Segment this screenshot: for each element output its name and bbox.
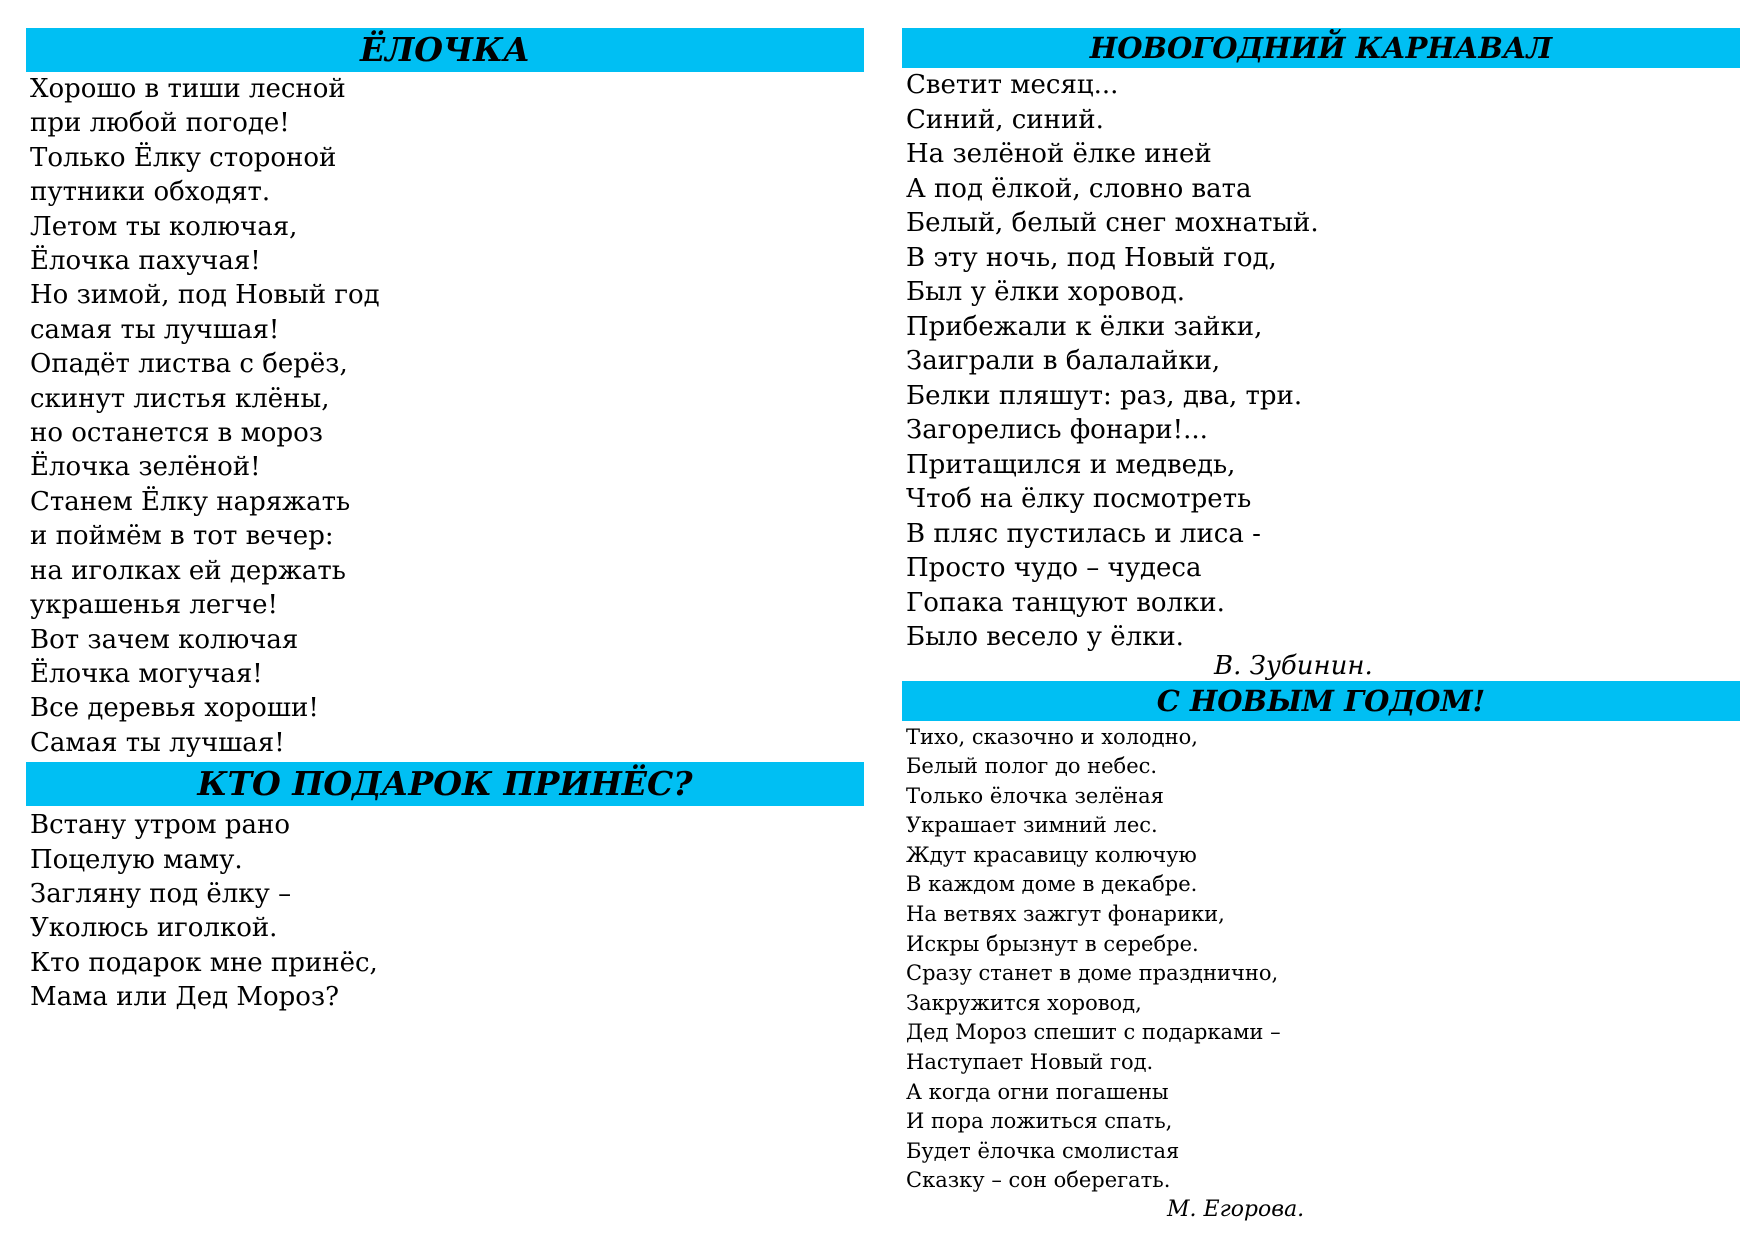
- poem-line: И пора ложиться спать,: [906, 1109, 1173, 1134]
- poem-line: Ждут красавицу колючую: [906, 842, 1197, 867]
- poem-line: но останется в мороз: [30, 418, 323, 449]
- poem-line: Гопака танцуют волки.: [906, 587, 1225, 618]
- poem-title-podarok: КТО ПОДАРОК ПРИНЁС?: [26, 762, 864, 806]
- poem-line: Вот зачем колючая: [30, 624, 299, 655]
- poem-line: на иголках ей держать: [30, 555, 346, 586]
- poem-title-novym-godom: С НОВЫМ ГОДОМ!: [902, 681, 1740, 721]
- poem-line: путники обходят.: [30, 177, 271, 208]
- poem-line: Сразу станет в доме празднично,: [906, 961, 1279, 986]
- poem-line: Наступает Новый год.: [906, 1050, 1154, 1075]
- poem-line: скинут листья клёны,: [30, 383, 330, 414]
- poem-line: Заиграли в балалайки,: [906, 346, 1221, 376]
- poem-line: Просто чудо – чудеса: [906, 553, 1202, 583]
- poem-line: На зелёной ёлке иней: [906, 139, 1212, 169]
- poem-line: Белки пляшут: раз, два, три.: [906, 380, 1303, 411]
- poem-line: Летом ты колючая,: [30, 211, 298, 242]
- poem-line: Белый полог до небес.: [906, 754, 1158, 779]
- poem-line: Только ёлочка зелёная: [906, 783, 1164, 808]
- poem-title-karnaval: НОВОГОДНИЙ КАРНАВАЛ: [902, 28, 1740, 68]
- poem-line: В каждом доме в декабре.: [906, 872, 1198, 897]
- poem-line: украшенья легче!: [30, 590, 278, 621]
- poem-line: Синий, синий.: [906, 104, 1104, 135]
- poem-line: Был у ёлки хоровод.: [906, 277, 1186, 307]
- poem-line: Тихо, сказочно и холодно,: [906, 724, 1198, 749]
- right-column: [902, 28, 1740, 1224]
- poem-line: Самая ты лучшая!: [30, 727, 285, 758]
- poem-line: Кто подарок мне принёс,: [30, 947, 378, 978]
- poem-line: А когда огни погашены: [906, 1079, 1169, 1104]
- poem-line: Дед Мороз спешит с подарками –: [906, 1020, 1281, 1045]
- poem-line: и поймём в тот вечер:: [30, 521, 334, 552]
- poem-line: Украшает зимний лес.: [906, 813, 1158, 838]
- poem-line: Искры брызнут в серебре.: [906, 931, 1199, 956]
- author-egorova: М. Егорова.: [1167, 1197, 1305, 1222]
- poem-line: Станем Ёлку наряжать: [30, 486, 351, 517]
- left-column: [26, 28, 864, 1015]
- poem-line: Ёлочка могучая!: [30, 658, 263, 689]
- poem-line: Прибежали к ёлки зайки,: [906, 311, 1263, 342]
- poem-line: Загорелись фонари!...: [906, 415, 1208, 445]
- poem-elochka: [26, 72, 864, 760]
- poem-line: В пляс пустилась и лиса -: [906, 518, 1261, 549]
- poem-line: Сказку – сон оберегать.: [906, 1168, 1171, 1193]
- poem-line: Опадёт листва с берёз,: [30, 349, 348, 380]
- poem-line: А под ёлкой, словно вата: [906, 173, 1252, 204]
- poem-line: Белый, белый снег мохнатый.: [906, 208, 1319, 238]
- poem-line: Хорошо в тиши лесной: [30, 74, 346, 104]
- poem-line: Закружится хоровод,: [906, 990, 1142, 1015]
- poem-line: самая ты лучшая!: [30, 314, 280, 345]
- poem-line: Но зимой, под Новый год: [30, 280, 380, 311]
- poem-line: Будет ёлочка смолистая: [906, 1138, 1180, 1163]
- poem-line: Загляну под ёлку –: [30, 878, 292, 909]
- poem-line: Светит месяц...: [906, 70, 1119, 100]
- poem-line: Встану утром рано: [30, 810, 291, 841]
- poem-line: Только Ёлку стороной: [30, 142, 337, 173]
- poem-line: Было весело у ёлки.: [906, 622, 1184, 652]
- poem-line: В эту ночь, под Новый год,: [906, 242, 1277, 273]
- poem-line: Все деревья хороши!: [30, 693, 319, 724]
- poem-line: при любой погоде!: [30, 108, 290, 139]
- poem-karnaval: [902, 68, 1740, 655]
- poem-line: Притащился и медведь,: [906, 449, 1236, 480]
- author-zubinin: В. Зубинин.: [1214, 650, 1373, 681]
- poem-line: Поцелую маму.: [30, 844, 243, 875]
- poem-line: Ёлочка зелёной!: [30, 452, 261, 483]
- poem-title-elochka: ЁЛОЧКА: [26, 28, 864, 72]
- poem-line: Мама или Дед Мороз?: [30, 982, 340, 1013]
- poem-line: На ветвях зажгут фонарики,: [906, 902, 1225, 927]
- poem-line: Ёлочка пахучая!: [30, 246, 261, 277]
- poem-podarok: [26, 808, 864, 1014]
- poem-line: Уколюсь иголкой.: [30, 913, 278, 944]
- poem-line: Чтоб на ёлку посмотреть: [906, 484, 1252, 514]
- poem-novym-godom: [902, 723, 1740, 1197]
